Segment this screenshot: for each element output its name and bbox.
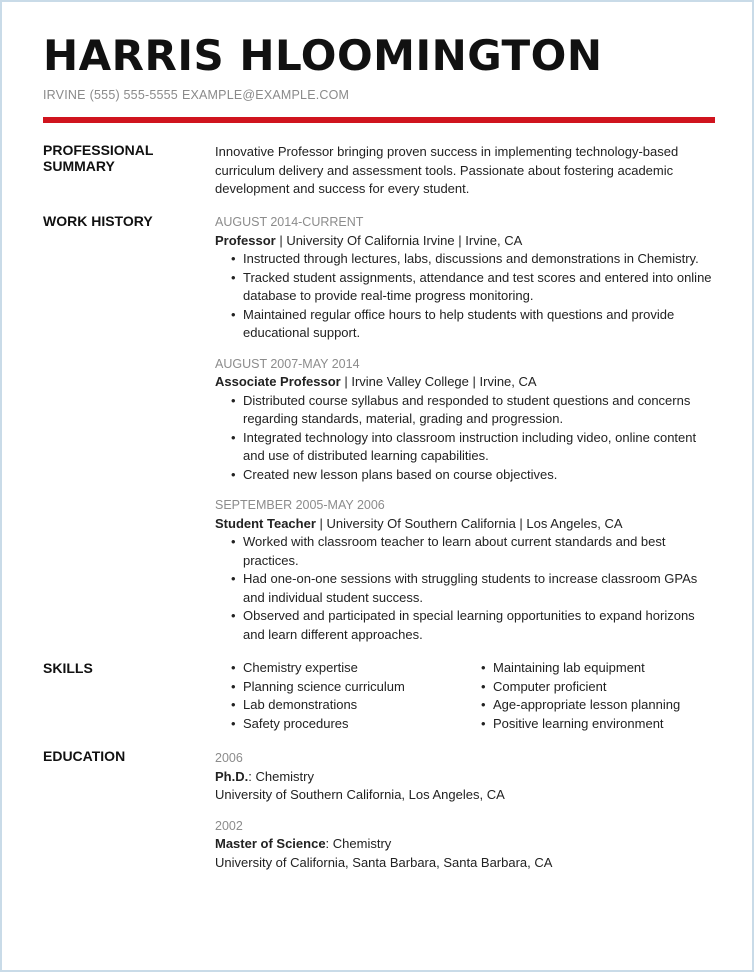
- job-bullet: • Had one-on-one sessions with struggling students to increase classroom GPAs and individual student success.: [243, 570, 715, 607]
- education-year: 2002: [215, 818, 243, 833]
- job-bullets: [215, 392, 715, 485]
- contact-email: EXAMPLE@EXAMPLE.COM: [181, 88, 350, 102]
- skills-column-right: [465, 659, 715, 733]
- education-field: Chemistry: [255, 768, 314, 784]
- job-role: Professor: [215, 232, 276, 248]
- skill-item: • Age-appropriate lesson planning: [493, 696, 715, 715]
- education-field: Chemistry: [332, 836, 392, 851]
- job-bullet: • Instructed through lectures, labs, discussions and demonstrations in Chemistry.: [243, 250, 715, 269]
- job-employer: University Of California Irvine: [286, 232, 455, 248]
- skill-item: • Maintaining lab equipment: [493, 659, 715, 678]
- job-location: Irvine, CA: [479, 374, 537, 389]
- section-title-skills: SKILLS: [43, 660, 93, 676]
- summary-text: Innovative Professor bringing proven success in implementing technology-based curriculum delivery and assessment tools. Passionate about fostering academic development and success for every student.: [215, 144, 679, 196]
- skill-item: • Lab demonstrations: [243, 696, 465, 715]
- job-bullet: • Distributed course syllabus and responded to student questions and concerns regarding standards, material, grading and progression.: [243, 392, 715, 429]
- job-bullet: • Worked with classroom teacher to learn about current standards and best practices.: [243, 533, 715, 570]
- education-entry: [215, 749, 715, 805]
- job-bullet: • Observed and participated in special learning opportunities to expand horizons and learn different approaches.: [243, 607, 715, 644]
- education-degree: Master of Science: [215, 836, 326, 851]
- job-bullets: [215, 250, 715, 343]
- header-divider: [43, 117, 715, 123]
- education-school: University of California, Santa Barbara, Santa Barbara, CA: [215, 854, 553, 870]
- contact-city: IRVINE: [43, 88, 86, 102]
- education-list: [215, 749, 715, 884]
- skills-column-left: [215, 659, 465, 733]
- education-degree-line: Master of Science: Chemistry: [215, 836, 392, 851]
- job-location: Irvine, CA: [465, 232, 523, 248]
- education-degree: Ph.D.: [215, 768, 249, 784]
- section-title-education: EDUCATION: [43, 748, 126, 764]
- job-location: Los Angeles, CA: [526, 515, 623, 531]
- contact-line: [43, 88, 353, 102]
- contact-phone: (555) 555-5555: [89, 88, 178, 102]
- education-entry: [215, 817, 715, 873]
- job-header: Associate Professor | Irvine Valley College | Irvine, CA: [215, 374, 537, 389]
- skills-list: [215, 659, 715, 733]
- section-title-summary: PROFESSIONAL SUMMARY: [43, 142, 154, 174]
- education-degree-line: Ph.D.: Chemistry: [215, 768, 314, 784]
- job-employer: Irvine Valley College: [351, 374, 469, 389]
- job-entry: [215, 496, 715, 644]
- job-role: Student Teacher: [215, 515, 316, 531]
- section-title-work-history: WORK HISTORY: [43, 213, 153, 229]
- job-entry: [215, 355, 715, 485]
- education-year: 2006: [215, 751, 243, 765]
- job-bullets: [215, 533, 715, 644]
- job-bullet: • Integrated technology into classroom instruction including video, online content and use of distributed learning capabilities.: [243, 429, 715, 466]
- job-employer: University Of Southern California: [326, 515, 516, 531]
- skill-item: • Chemistry expertise: [243, 659, 465, 678]
- skill-item: • Planning science curriculum: [243, 678, 465, 697]
- education-school: University of Southern California, Los Angeles, CA: [215, 787, 505, 802]
- candidate-name: HARRIS HLOOMINGTON: [43, 31, 603, 80]
- job-dates: AUGUST 2007-MAY 2014: [215, 356, 360, 371]
- job-bullet: • Maintained regular office hours to help students with questions and provide educational support.: [243, 306, 715, 343]
- work-history-list: [215, 213, 715, 656]
- job-header: Student Teacher | University Of Southern California | Los Angeles, CA: [215, 515, 623, 531]
- skill-item: • Positive learning environment: [493, 715, 715, 734]
- job-dates: AUGUST 2014-CURRENT: [215, 215, 364, 229]
- job-bullet: • Created new lesson plans based on course objectives.: [243, 466, 715, 485]
- skill-item: • Computer proficient: [493, 678, 715, 697]
- job-entry: [215, 213, 715, 343]
- job-header: Professor | University Of California Irvine | Irvine, CA: [215, 232, 523, 248]
- job-dates: SEPTEMBER 2005-MAY 2006: [215, 498, 385, 512]
- job-bullet: • Tracked student assignments, attendance and test scores and entered into online database to provide real-time progress monitoring.: [243, 269, 715, 306]
- job-role: Associate Professor: [215, 374, 341, 389]
- skill-item: • Safety procedures: [243, 715, 465, 734]
